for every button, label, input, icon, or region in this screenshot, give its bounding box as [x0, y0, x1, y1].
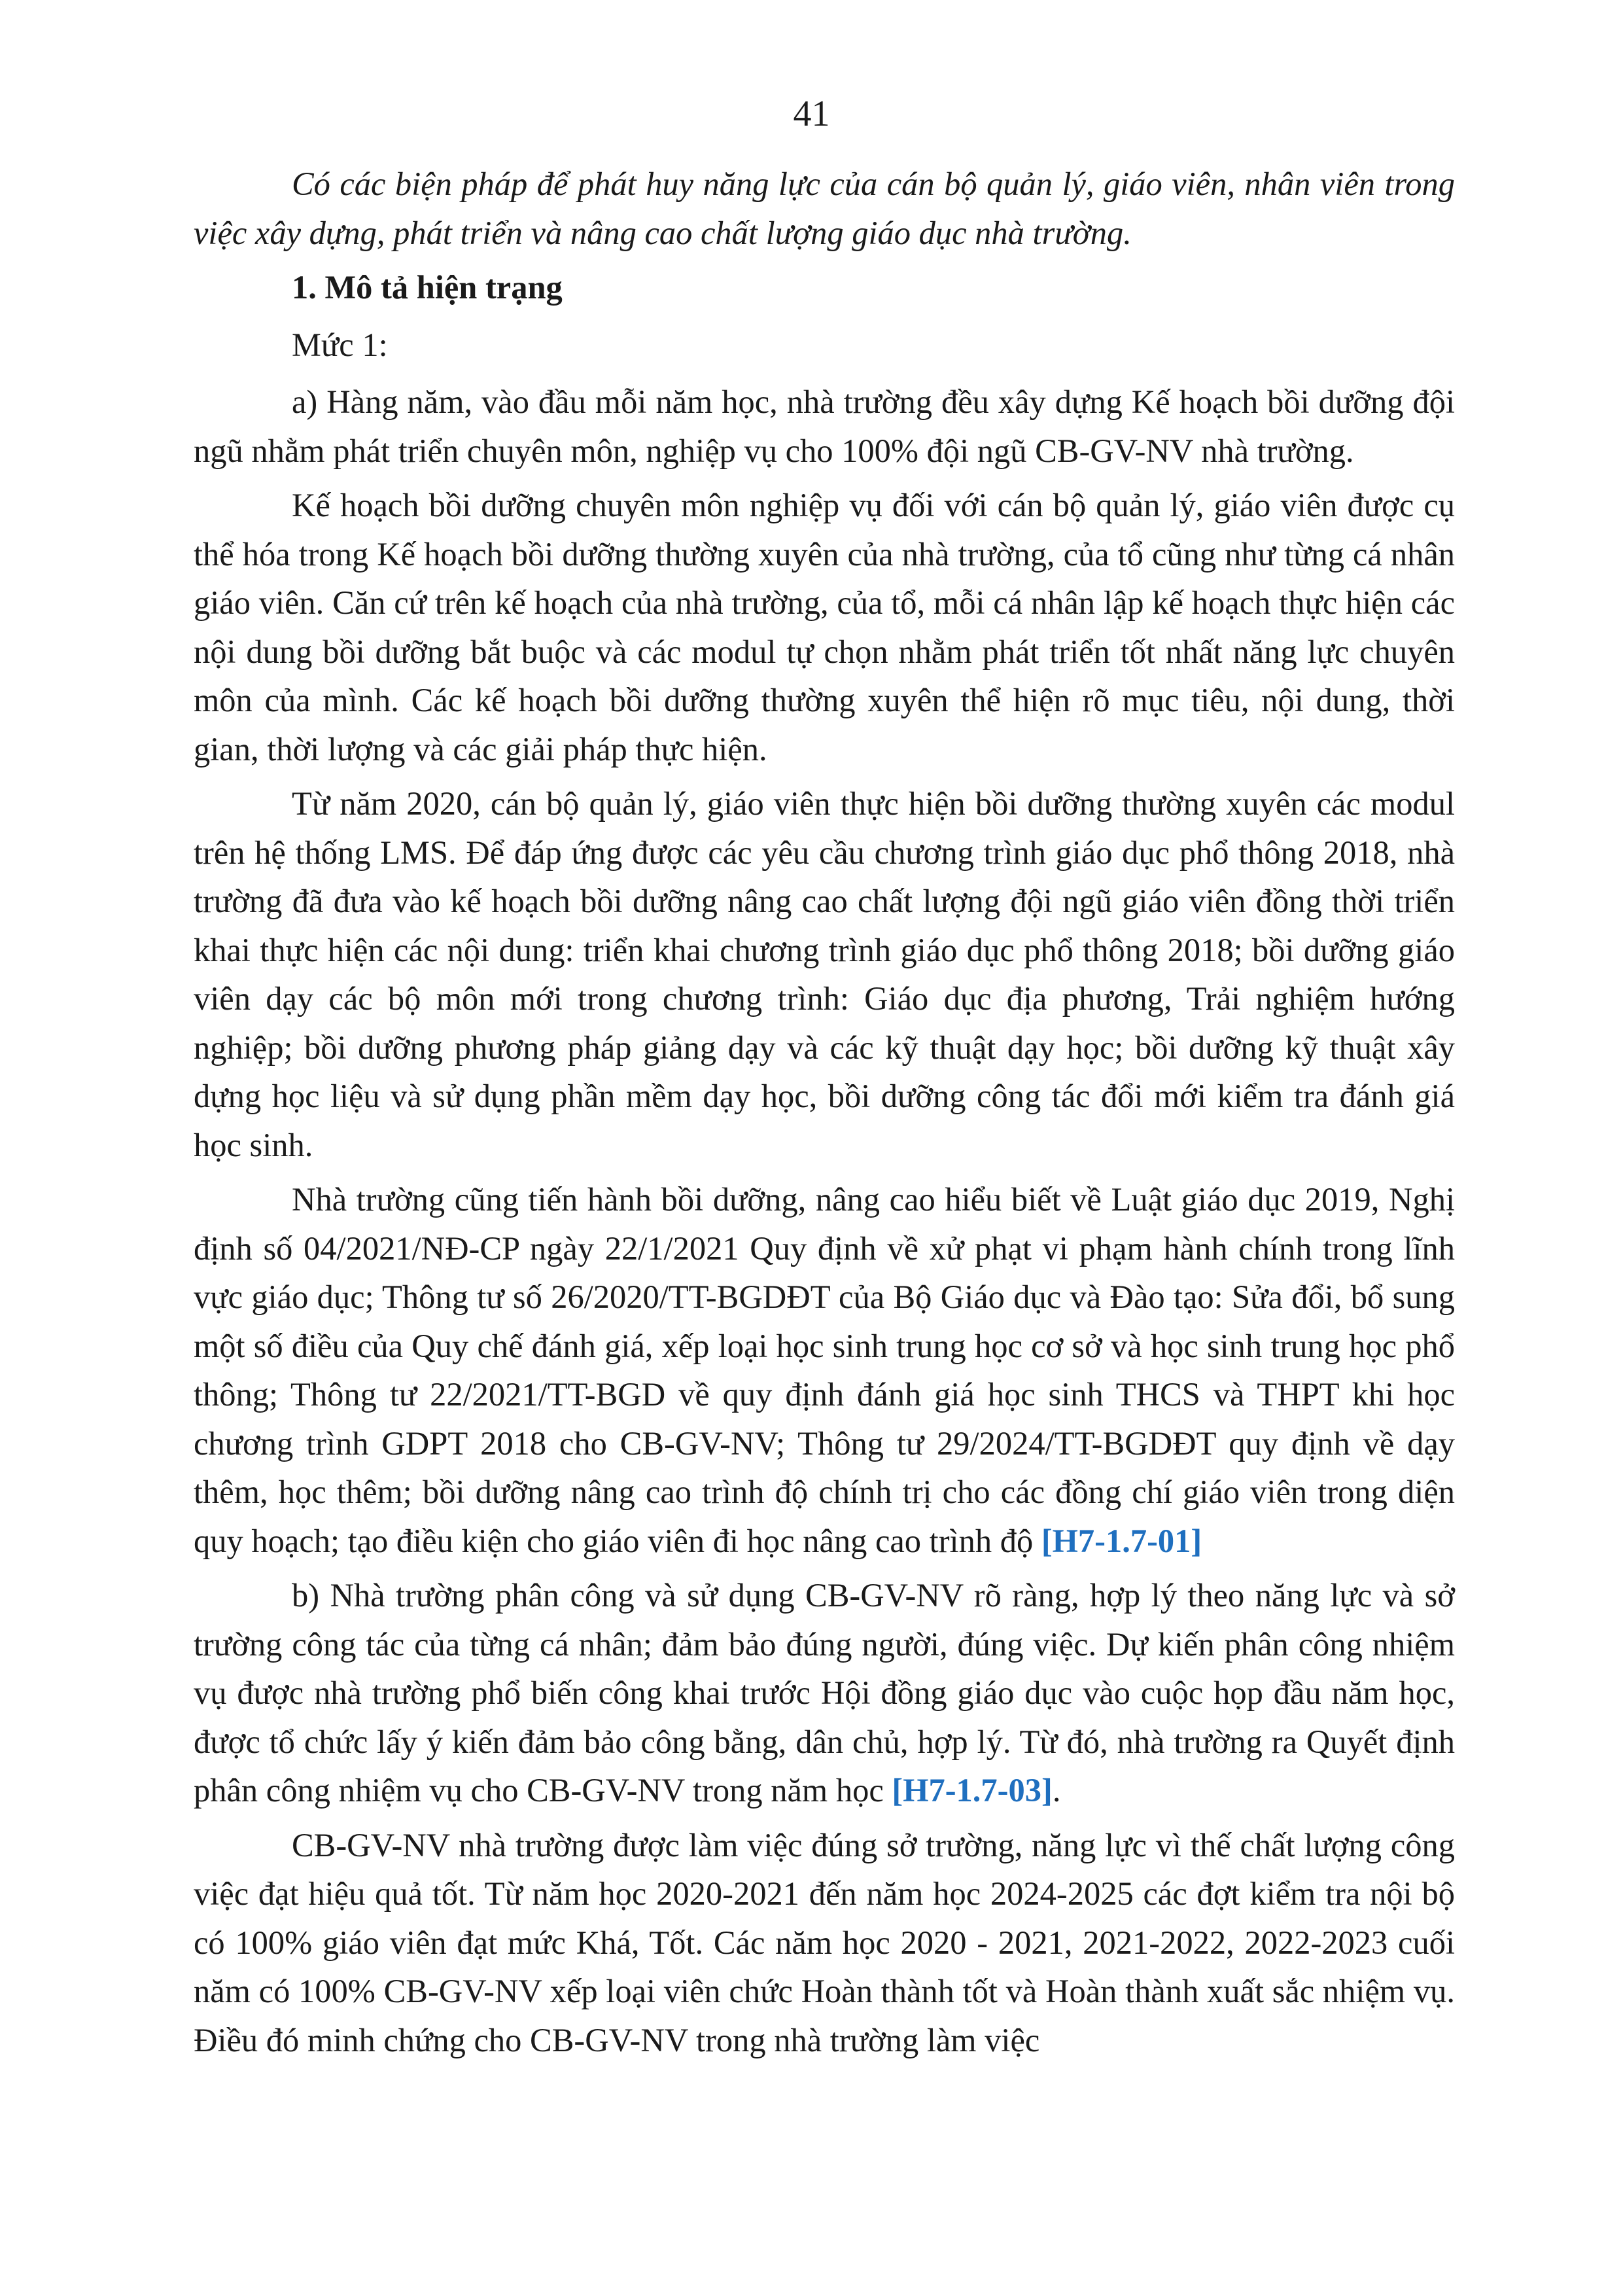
page-number: 41	[793, 94, 830, 134]
paragraph-law-text: Nhà trường cũng tiến hành bồi dưỡng, nâng cao hiểu biết về Luật giáo dục 2019, Nghị định số 04/2021/NĐ-CP ngày 22/1/2021 Quy định về xử phạt vi phạm hành chính trong lĩnh vực giáo dục; Thông tư số 26/2020/TT-BGDĐT của Bộ Giáo dục và Đào tạo: Sửa đổi, bổ sung một số điều của Quy chế đánh giá, xếp loại học sinh trung học cơ sở và học sinh trung học phổ thông; Thông tư 22/2021/TT-BGD về quy định đánh giá học sinh THCS và THPT khi học chương trình GDPT 2018 cho CB-GV-NV; Thông tư 29/2024/TT-BGDĐT quy định về dạy thêm, học thêm; bồi dưỡng nâng cao trình độ chính trị cho các đồng chí giáo viên trong diện quy hoạch; tạo điều kiện cho giáo viên đi học nâng cao trình độ	[194, 1181, 1455, 1559]
section-heading: 1. Mô tả hiện trạng	[292, 269, 563, 306]
paragraph-a: a) Hàng năm, vào đầu mỗi năm học, nhà trường đều xây dựng Kế hoạch bồi dưỡng đội ngũ nhằm phát triển chuyên môn, nghiệp vụ cho 100% đội ngũ CB-GV-NV nhà trường.	[194, 383, 1455, 469]
paragraph-2020: Từ năm 2020, cán bộ quản lý, giáo viên thực hiện bồi dưỡng thường xuyên các modul trên hệ thống LMS. Để đáp ứng được các yêu cầu chương trình giáo dục phổ thông 2018, nhà trường đã đưa vào kế hoạch bồi dưỡng nâng cao chất lượng đội ngũ giáo viên đồng thời triển khai thực hiện các nội dung: triển khai chương trình giáo dục phổ thông 2018; bồi dưỡng giáo viên dạy các bộ môn mới trong chương trình: Giáo dục địa phương, Trải nghiệm hướng nghiệp; bồi dưỡng phương pháp giảng dạy và các kỹ thuật dạy học; bồi dưỡng kỹ thuật xây dựng học liệu và sử dụng phần mềm dạy học, bồi dưỡng công tác đổi mới kiểm tra đánh giá học sinh.	[194, 785, 1455, 1163]
intro-paragraph: Có các biện pháp để phát huy năng lực của cán bộ quản lý, giáo viên, nhân viên trong việc xây dựng, phát triển và nâng cao chất lượng giáo dục nhà trường.	[194, 166, 1455, 251]
paragraph-b-end: .	[1052, 1772, 1061, 1809]
paragraph-b-text: b) Nhà trường phân công và sử dụng CB-GV-NV rõ ràng, hợp lý theo năng lực và sở trường công tác của từng cá nhân; đảm bảo đúng người, đúng việc. Dự kiến phân công nhiệm vụ được nhà trường phổ biến công khai trước Hội đồng giáo dục vào cuộc họp đầu năm học, được tổ chức lấy ý kiến đảm bảo công bằng, dân chủ, hợp lý. Từ đó, nhà trường ra Quyết định phân công nhiệm vụ cho CB-GV-NV trong năm học	[194, 1577, 1455, 1809]
page-body	[194, 160, 1455, 2070]
evidence-reference-link[interactable]: [H7-1.7-01]	[1041, 1522, 1202, 1559]
paragraph-plan: Kế hoạch bồi dưỡng chuyên môn nghiệp vụ đối với cán bộ quản lý, giáo viên được cụ thể hóa trong Kế hoạch bồi dưỡng thường xuyên của nhà trường, của tổ cũng như từng cá nhân giáo viên. Căn cứ trên kế hoạch của nhà trường, của tổ, mỗi cá nhân lập kế hoạch thực hiện các nội dung bồi dưỡng bắt buộc và các modul tự chọn nhằm phát triển tốt nhất năng lực chuyên môn của mình. Các kế hoạch bồi dưỡng thường xuyên thể hiện rõ mục tiêu, nội dung, thời gian, thời lượng và các giải pháp thực hiện.	[194, 487, 1455, 768]
evidence-reference-link[interactable]: [H7-1.7-03]	[892, 1772, 1053, 1809]
level-label: Mức 1:	[292, 326, 388, 363]
paragraph-result: CB-GV-NV nhà trường được làm việc đúng sở trường, năng lực vì thế chất lượng công việc đạt hiệu quả tốt. Từ năm học 2020-2021 đến năm học 2024-2025 các đợt kiểm tra nội bộ có 100% giáo viên đạt mức Khá, Tốt. Các năm học 2020 - 2021, 2021-2022, 2022-2023 cuối năm có 100% CB-GV-NV xếp loại viên chức Hoàn thành tốt và Hoàn thành xuất sắc nhiệm vụ. Điều đó minh chứng cho CB-GV-NV trong nhà trường làm việc	[194, 1826, 1455, 2058]
paragraph-b	[194, 1571, 1455, 1815]
paragraph-law	[194, 1175, 1455, 1565]
